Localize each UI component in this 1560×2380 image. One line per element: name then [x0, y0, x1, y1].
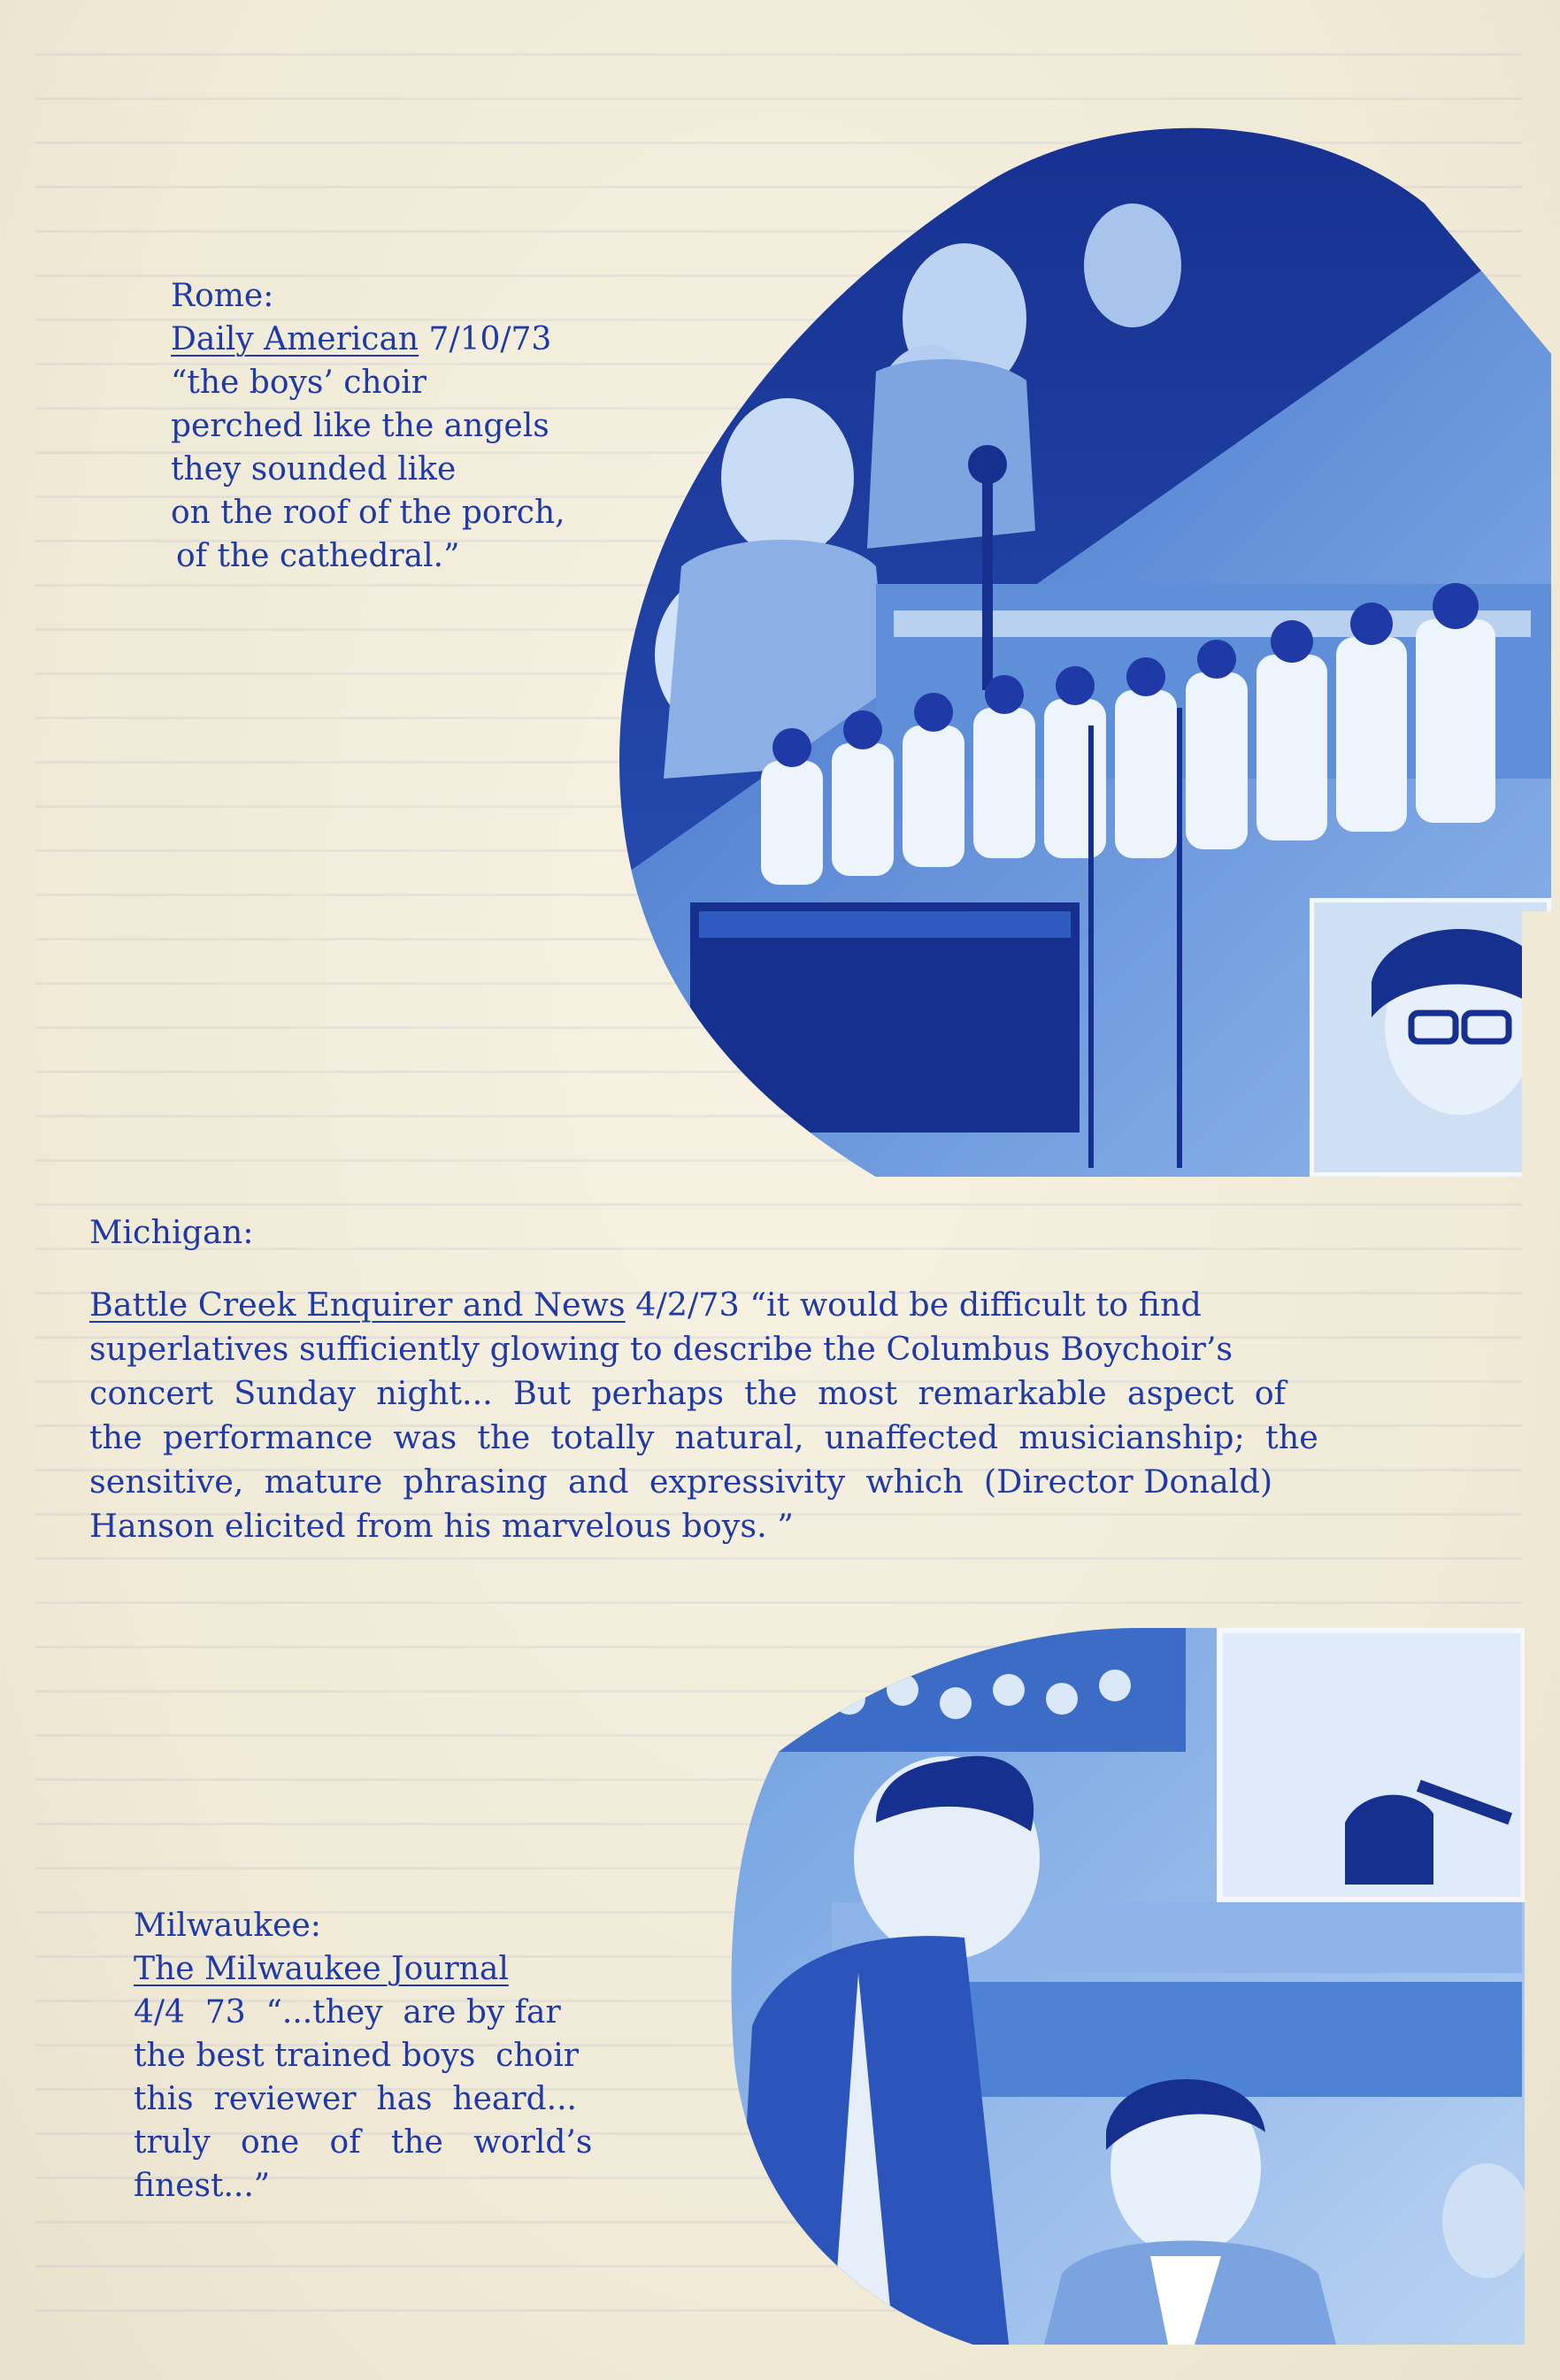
rome-quote-line: perched like the angels [171, 408, 549, 444]
michigan-review [89, 1210, 1487, 1548]
milwaukee-quote-line: truly one of the world’s [134, 2124, 593, 2161]
choir-photo-collage [611, 88, 1551, 1177]
michigan-quote-line: the performance was the totally natural, unaffected musicianship; the [89, 1418, 1318, 1456]
rome-quote-line: “the boys’ choir [171, 365, 427, 401]
milwaukee-city-heading: Milwaukee: [134, 1908, 321, 1944]
rome-quote-line: they sounded like [171, 451, 457, 488]
michigan-quote-line: concert Sunday night... But perhaps the most remarkable aspect of [89, 1374, 1287, 1412]
rome-quote-line: on the roof of the porch, [171, 495, 565, 531]
michigan-quote-line: sensitive, mature phrasing and expressivity which (Director Donald) [89, 1463, 1273, 1501]
michigan-city-heading: Michigan: [89, 1213, 254, 1251]
milwaukee-review [134, 1904, 592, 2207]
rome-city-heading: Rome: [171, 278, 274, 314]
milwaukee-quote-line: this reviewer has heard... [134, 2081, 577, 2117]
milwaukee-quote-line: finest...” [134, 2168, 271, 2204]
milwaukee-photo-collage [726, 1601, 1525, 2345]
rome-date: 7/10/73 [419, 321, 552, 357]
rome-review [171, 274, 565, 578]
rome-quote-line: of the cathedral.” [176, 538, 460, 574]
michigan-quote-line: superlatives sufficiently glowing to describe the Columbus Boychoir’s [89, 1330, 1233, 1368]
rome-paper-name: Daily American [171, 321, 419, 357]
rome-source-line [171, 318, 565, 361]
milwaukee-paper-name: The Milwaukee Journal [134, 1951, 509, 1987]
milwaukee-source-line [134, 1947, 592, 1991]
michigan-source-line [89, 1283, 1487, 1327]
milwaukee-quote-line: 4/4 73 “...they are by far [134, 1994, 561, 2031]
michigan-quote-line: Hanson elicited from his marvelous boys. ” [89, 1507, 794, 1545]
michigan-paper-name: Battle Creek Enquirer and News [89, 1286, 626, 1324]
michigan-quote-start: 4/2/73 “it would be difficult to find [625, 1286, 1202, 1324]
milwaukee-quote-line: the best trained boys choir [134, 2038, 579, 2074]
